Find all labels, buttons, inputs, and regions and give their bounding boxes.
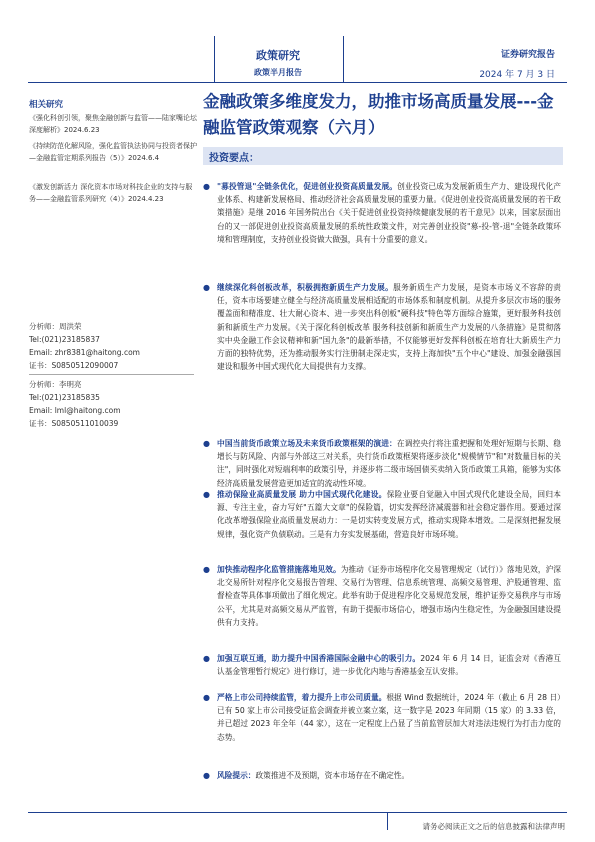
key-point-item bbox=[203, 691, 561, 744]
analyst-name: 分析师：周洪荣 bbox=[29, 322, 82, 331]
related-research-heading: 相关研究 bbox=[29, 100, 64, 110]
key-point-highlight: 严格上市公司持续监管，着力提升上市公司质量。 bbox=[217, 693, 387, 702]
key-point-item bbox=[203, 437, 561, 490]
bullet-icon: ● bbox=[203, 439, 210, 448]
org-label: 证券研究报告 bbox=[500, 50, 555, 60]
key-point-highlight: 加快推动程序化监管措施落地见效。 bbox=[217, 565, 341, 574]
key-points-heading: 投资要点： bbox=[209, 153, 259, 164]
analyst-cert: 证书：S0850511010039 bbox=[29, 419, 119, 428]
key-point-item bbox=[203, 488, 561, 541]
key-point-highlight: 继续深化科创板改革，积极拥抱新质生产力发展。 bbox=[217, 283, 394, 292]
related-item[interactable]: 《激发创新活力 深化资本市场对科技企业的支持与服务——金融监管系列研究（4）》2024.4.23 bbox=[29, 183, 193, 203]
report-subtype: 政策半月报告 bbox=[254, 68, 302, 77]
key-point-body: 根据 Wind 数据统计，2024 年（截止 6 月 28 日）已有 50 家上市公司接受证监会调查并被立案立案，这一数字是 2023 年同期（15 家）的 3.33 倍，并已超过 2023 年全年（44 家），这在一定程度上凸显了当前监管层加大对违法违规行为打击力度的态势。 bbox=[217, 693, 561, 742]
analyst-name: 分析师：李明亮 bbox=[29, 380, 82, 389]
key-point-item bbox=[203, 281, 561, 373]
bullet-icon: ● bbox=[203, 283, 210, 292]
bullet-icon: ● bbox=[203, 182, 210, 191]
related-item[interactable]: 《持续防范化解风险，强化监管执法协同与投资者保护—金融监管定期系列报告（5）》2024.6.4 bbox=[29, 142, 197, 162]
report-title: 金融政策多维度发力，助推市场高质量发展---金融监管政策观察（六月） bbox=[203, 92, 554, 137]
key-point-body: 2024 年 6 月 14 日，证监会对《香港互认基金管理暂行规定》进行修订，进一步优化内地与香港基金互认安排。 bbox=[217, 654, 561, 677]
key-point-item bbox=[203, 652, 561, 678]
analyst-cert: 证书：S0850512090007 bbox=[29, 361, 119, 370]
key-point-highlight: 风险提示： bbox=[217, 771, 256, 780]
key-point-item bbox=[203, 180, 561, 246]
analyst-tel: Tel:(021)23185837 bbox=[29, 335, 100, 344]
key-point-body: 为推动《证券市场程序化交易管理规定（试行）》落地见效，沪深北交易所针对程序化交易报告管理、交易行为管理、信息系统管理、高频交易管理、沪股通管理、监督检查等具体事项做出了细化规定。此举有助于促进程序化交易规范发展，维护证券交易秩序与市场公平，尤其是对高频交易从严监管，有助于提振市场信心，增强市场内生稳定性，为金融强国建设提供有力支持。 bbox=[217, 565, 561, 627]
bullet-icon: ● bbox=[203, 490, 210, 499]
key-point-body: 创业投资已成为发展新质生产力、建设现代化产业体系、构建新发展格局、推动经济社会高质量发展的重要力量。《促进创业投资高质量发展的若干政策措施》是继 2016 年国务院出台《关于促进创业投资持续健康发展的若干意见》以来，国家层面出台的又一部促进创业投资高质量发展的系统性政策文件，对完善创业投资"募-投-管-退"全链条政策环境和管理制度，支持创业投资做大做强，具有十分重要的意义。 bbox=[217, 182, 561, 244]
analyst-tel: Tel:(021)23185835 bbox=[29, 393, 100, 402]
footer-disclaimer: 请务必阅读正文之后的信息披露和法律声明 bbox=[422, 822, 565, 831]
analyst-divider bbox=[29, 374, 194, 375]
key-point-highlight: 推动保险业高质量发展 助力中国式现代化建设。 bbox=[217, 490, 387, 499]
analyst-email[interactable]: Email: lml@haitong.com bbox=[29, 406, 121, 415]
key-point-body: 保险业要自觉融入中国式现代化建设全局，回归本源、专注主业，奋力写好"五篇大文章"的保险篇，切实发挥经济减震器和社会稳定器作用。要通过深化改革增强保险业高质量发展动力：一是切实转变发展方式，推动实现降本增效。二是深刻把握发展规律，强化资产负债联动。三是有力夯实发展基础，营造良好市场环境。 bbox=[217, 490, 561, 539]
key-point-body: 服务新质生产力发展，是资本市场义不容辞的责任，资本市场要建立健全与经济高质量发展相适配的市场体系和制度机制。从提升多层次市场的服务覆盖面和精准度、壮大耐心资本、进一步突出科创板"硬科技"特色等方面综合施策，更好服务科技创新和新质生产力发展。《关于深化科创板改革 服务科技创新和新质生产力发展的八条措施》是贯彻落实中央金融工作会议精神和新"国九条"的最新举措，不仅能够更好发挥科创板在培育壮大新质生产力方面的独特优势，还为推动服务实行注册制走深走实，支持上海加快"五个中心"建设、加强金融强国建设和服务中国式现代化大局提供有力支撑。 bbox=[217, 283, 561, 372]
analyst-card bbox=[29, 378, 121, 430]
key-point-highlight: "募投管退"全链条优化，促进创业投资高质量发展。 bbox=[217, 182, 398, 191]
bullet-icon: ● bbox=[203, 654, 210, 663]
key-point-highlight: 中国当前货币政策立场及未来货币政策框架的演进： bbox=[217, 439, 397, 448]
related-item[interactable]: 《强化科创引领，聚焦金融创新与监管——陆家嘴论坛深度解析》2024.6.23 bbox=[29, 114, 197, 134]
key-point-body: 在调控央行将注重把握和处理好短期与长期、稳增长与防风险、内部与外部这三对关系，央行货币政策框架将逐步淡化"规模情节"和"对数量目标的关注"，同时强化对短端利率的政策引导，并逐步将二级市场国债买卖纳入货币政策工具箱，能够为实体经济高质量发展营造更加适宜的流动性环境。 bbox=[217, 439, 561, 488]
bullet-icon: ● bbox=[203, 565, 210, 574]
analyst-card bbox=[29, 320, 194, 375]
header-divider bbox=[28, 82, 567, 83]
bullet-icon: ● bbox=[203, 693, 210, 702]
bullet-icon: ● bbox=[203, 771, 210, 780]
report-date: 2024 年 7 月 3 日 bbox=[479, 70, 555, 80]
analyst-email[interactable]: Email: zhr8381@haitong.com bbox=[29, 348, 140, 357]
key-point-body: 政策推进不及预期，资本市场存在不确定性。 bbox=[255, 771, 410, 780]
key-point-item bbox=[203, 563, 561, 629]
key-point-highlight: 加强互联互通，助力提升中国香港国际金融中心的吸引力。 bbox=[217, 654, 421, 663]
key-point-item bbox=[203, 769, 561, 782]
report-type: 政策研究 bbox=[256, 49, 300, 62]
